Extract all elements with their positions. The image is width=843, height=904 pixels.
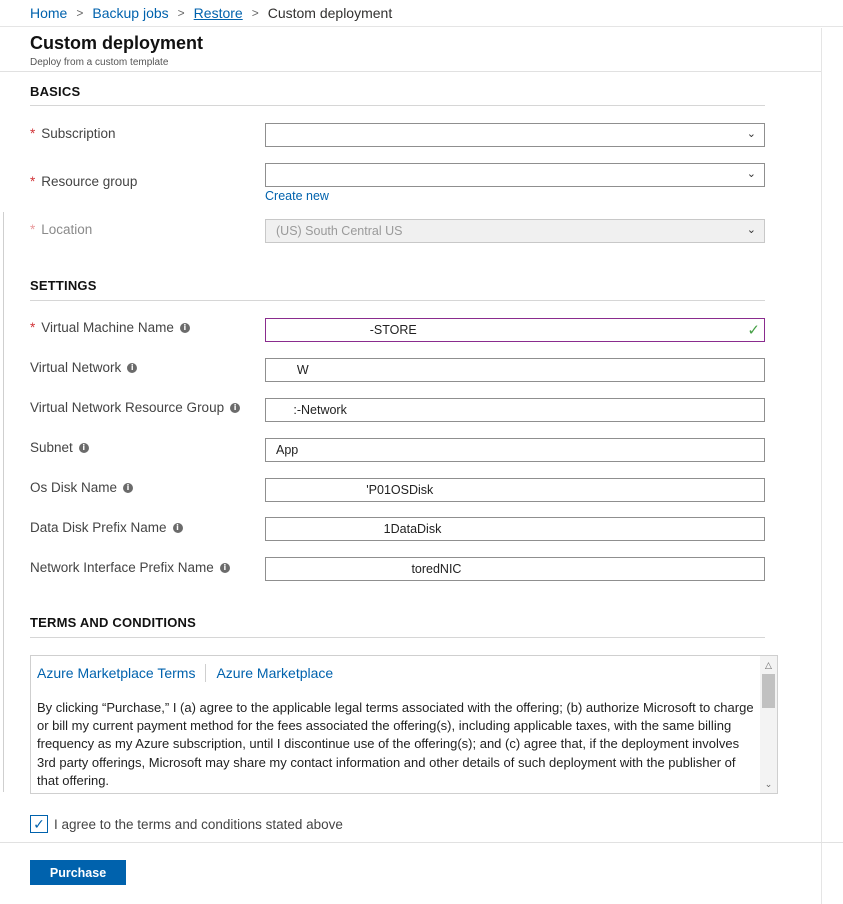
data-disk-prefix-input[interactable] bbox=[265, 517, 765, 541]
info-icon[interactable]: i bbox=[127, 363, 137, 373]
create-new-link[interactable]: Create new bbox=[265, 189, 329, 203]
checkmark-icon: ✓ bbox=[747, 322, 760, 339]
vm-name-value: ‐STORE bbox=[276, 323, 417, 337]
chevron-down-icon: ⌄ bbox=[746, 128, 756, 140]
terms-tabs bbox=[37, 664, 333, 682]
vnet-resource-group-label: Virtual Network Resource Group i bbox=[30, 400, 240, 415]
checkmark-icon: ✓ bbox=[33, 815, 45, 832]
header-divider bbox=[0, 71, 821, 72]
page-subtitle: Deploy from a custom template bbox=[30, 57, 169, 68]
right-divider bbox=[821, 28, 822, 904]
nic-prefix-value: toredNIC bbox=[276, 562, 462, 576]
virtual-network-value: W bbox=[276, 363, 309, 377]
subnet-label: Subnet i bbox=[30, 440, 89, 455]
subnet-value: App bbox=[276, 443, 299, 457]
terms-box[interactable] bbox=[30, 655, 778, 794]
breadcrumb-current: Custom deployment bbox=[267, 5, 393, 21]
terms-scrollbar[interactable] bbox=[760, 656, 777, 793]
breadcrumb-restore[interactable]: Restore bbox=[193, 5, 243, 21]
top-divider bbox=[0, 26, 843, 27]
resource-group-dropdown[interactable] bbox=[265, 163, 765, 187]
vnet-resource-group-input[interactable] bbox=[265, 398, 765, 422]
nic-prefix-label: Network Interface Prefix Name i bbox=[30, 560, 230, 575]
virtual-network-input[interactable] bbox=[265, 358, 765, 382]
agree-label: I agree to the terms and conditions stated above bbox=[54, 816, 343, 832]
left-divider bbox=[3, 212, 4, 792]
subscription-dropdown[interactable] bbox=[265, 123, 765, 147]
info-icon[interactable]: i bbox=[79, 443, 89, 453]
agree-checkbox[interactable] bbox=[30, 815, 48, 833]
location-dropdown[interactable] bbox=[265, 219, 765, 243]
data-disk-prefix-value: 1DataDisk bbox=[276, 522, 442, 536]
vm-name-label: * Virtual Machine Name i bbox=[30, 320, 190, 335]
os-disk-name-input[interactable] bbox=[265, 478, 765, 502]
subnet-input[interactable] bbox=[265, 438, 765, 462]
page-title: Custom deployment bbox=[30, 33, 204, 53]
virtual-network-label: Virtual Network i bbox=[30, 360, 137, 375]
tab-divider bbox=[205, 664, 206, 682]
required-asterisk: * bbox=[30, 222, 36, 237]
chevron-down-icon: ⌄ bbox=[746, 224, 756, 236]
required-asterisk: * bbox=[30, 174, 36, 189]
location-value: (US) South Central US bbox=[276, 224, 403, 238]
section-terms-heading: TERMS AND CONDITIONS bbox=[30, 615, 197, 630]
data-disk-prefix-label: Data Disk Prefix Name i bbox=[30, 520, 183, 535]
section-divider bbox=[30, 300, 765, 301]
breadcrumb-separator: > bbox=[76, 6, 84, 20]
info-icon[interactable]: i bbox=[230, 403, 240, 413]
tab-azure-marketplace-terms[interactable]: Azure Marketplace Terms bbox=[37, 665, 196, 681]
info-icon[interactable]: i bbox=[180, 323, 190, 333]
breadcrumb-separator: > bbox=[177, 6, 185, 20]
required-asterisk: * bbox=[30, 126, 36, 141]
vm-name-input[interactable] bbox=[265, 318, 765, 342]
tab-azure-marketplace[interactable]: Azure Marketplace bbox=[216, 665, 334, 681]
nic-prefix-input[interactable] bbox=[265, 557, 765, 581]
breadcrumb-home[interactable]: Home bbox=[30, 5, 68, 21]
section-settings-heading: SETTINGS bbox=[30, 278, 97, 293]
os-disk-name-value: 'P01OSDisk bbox=[276, 483, 434, 497]
breadcrumb-backup-jobs[interactable]: Backup jobs bbox=[92, 5, 169, 21]
breadcrumb bbox=[30, 4, 392, 22]
scroll-down-icon[interactable]: ⌄ bbox=[764, 779, 773, 789]
chevron-down-icon: ⌄ bbox=[746, 168, 756, 180]
info-icon[interactable]: i bbox=[220, 563, 230, 573]
info-icon[interactable]: i bbox=[123, 483, 133, 493]
purchase-button[interactable]: Purchase bbox=[30, 860, 126, 885]
scrollbar-thumb[interactable] bbox=[762, 674, 775, 708]
section-basics-heading: BASICS bbox=[30, 84, 81, 99]
agree-row bbox=[30, 815, 343, 833]
section-divider bbox=[30, 105, 765, 106]
required-asterisk: * bbox=[30, 320, 36, 335]
subscription-label: * Subscription bbox=[30, 126, 116, 141]
location-label: * Location bbox=[30, 222, 93, 237]
terms-text: By clicking “Purchase,” I (a) agree to the applicable legal terms associated with the offering; (b) authorize Microsoft to charge or bill my current payment method for the fees associated the offering(s), including applicable taxes, with the same billing frequency as my Azure subscription, until I discontinue use of the offering(s); and (c) agree that, if the deployment involves 3rd party offerings, Microsoft may share my contact information and other details of such deployment with the publisher of that offering. bbox=[37, 700, 754, 788]
section-divider bbox=[30, 637, 765, 638]
vnet-resource-group-value: :-Network bbox=[276, 403, 347, 417]
breadcrumb-separator: > bbox=[251, 6, 259, 20]
scroll-up-icon[interactable]: △ bbox=[765, 660, 772, 670]
footer-divider bbox=[0, 842, 843, 843]
info-icon[interactable]: i bbox=[173, 523, 183, 533]
os-disk-name-label: Os Disk Name i bbox=[30, 480, 133, 495]
resource-group-label: * Resource group bbox=[30, 174, 138, 189]
